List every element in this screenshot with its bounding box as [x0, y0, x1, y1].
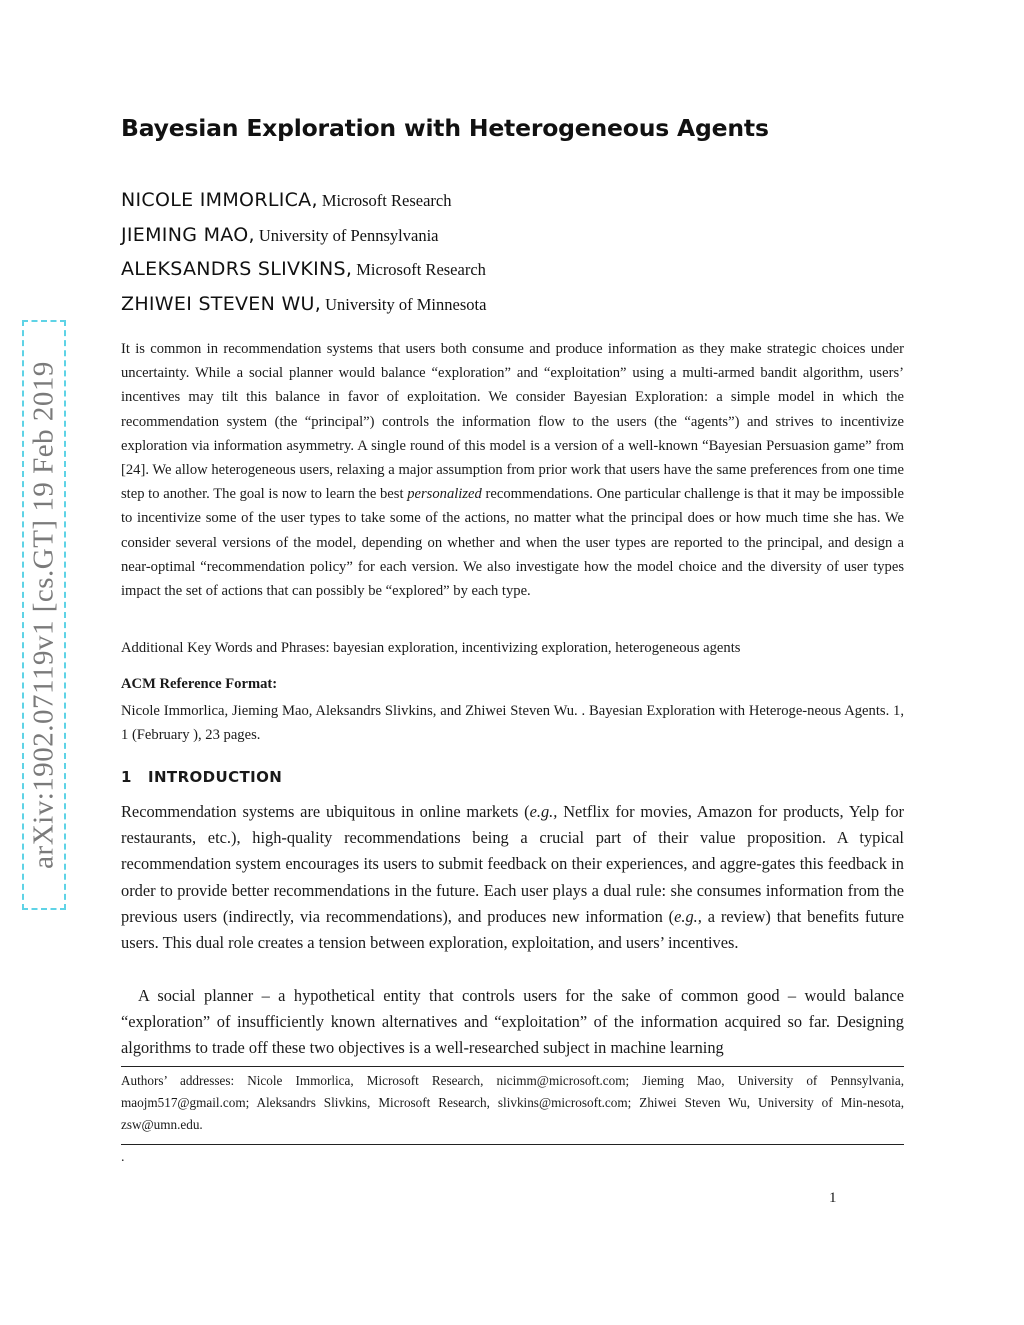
author-name: JIEMING MAO	[121, 224, 249, 246]
author-line: ALEKSANDRS SLIVKINS, Microsoft Research	[121, 258, 486, 280]
section-heading	[121, 768, 282, 786]
footnote-rule	[121, 1066, 904, 1067]
author-line: ZHIWEI STEVEN WU, University of Minnesota	[121, 293, 487, 315]
abstract-text: It is common in recommendation systems that users both consume and produce information as they make strategic choices under uncertainty. While a social planner would balance “exploration” and “exploitation” using a multi-armed bandit algorithm, users’ incentives may tilt this balance in favor of exploitation. We consider Bayesian Exploration: a simple model in which the recommendation system (the “principal”) controls the information flow to the users (the “agents”) and strives to incentivize exploration via information asymmetry. A single round of this model is a version of a well-known “Bayesian Persuasion game” from [24]. We allow heterogeneous users, relaxing a major assumption from prior work that users have the same preferences from one time step to another. The goal is now to learn the best	[121, 341, 904, 503]
acm-reference-label: ACM Reference Format:	[121, 676, 278, 692]
author-name: ZHIWEI STEVEN WU	[121, 293, 315, 315]
section-title: INTRODUCTION	[148, 768, 283, 786]
footnote-bottom-rule	[121, 1144, 904, 1145]
author-name: ALEKSANDRS SLIVKINS	[121, 258, 346, 280]
body-paragraph: A social planner – a hypothetical entity that controls users for the sake of common good – would balance “exploration” of insufficiently known alternatives and “exploitation” of the information acquired so far. Designing algorithms to trade off these two objectives is a well-researched subject in machine learning	[121, 986, 904, 1058]
author-affiliation: Microsoft Research	[321, 191, 452, 210]
paper-title: Bayesian Exploration with Heterogeneous Agents	[121, 114, 769, 142]
acm-reference-text: Nicole Immorlica, Jieming Mao, Aleksandrs Slivkins, and Zhiwei Steven Wu. . Bayesian Exploration with Heteroge-neous Agents. 1, 1 (February ), 23 pages.	[121, 703, 904, 744]
author-line: NICOLE IMMORLICA, Microsoft Research	[121, 189, 452, 211]
abstract-text: recommendations. One particular challenge is that it may be impossible to incentivize some of the user types to take some of the actions, no matter what the principal does or how much time she has. We consider several versions of the model, depending on whether and when the user types are reported to the principal, and design a near-optimal “recommendation policy” for each version. We also investigate how the model choice and the diversity of user types impact the set of actions that can possibly be “explored” by each type.	[121, 486, 904, 600]
author-affiliation: Microsoft Research	[356, 260, 486, 279]
author-affiliation: University of Pennsylvania	[258, 226, 439, 245]
footnote-dot: .	[121, 1150, 125, 1165]
keywords: Additional Key Words and Phrases: bayesian exploration, incentivizing exploration, heterogeneous agents	[121, 640, 741, 656]
arxiv-stamp	[22, 320, 66, 910]
author-affiliation: University of Minnesota	[325, 295, 487, 314]
footnote: Authors’ addresses: Nicole Immorlica, Microsoft Research, nicimm@microsoft.com; Jieming Mao, University of Pennsylvania, maojm517@gmail.com; Aleksandrs Slivkins, Microsoft Research, slivkins@microsoft.com; Zhiwei Steven Wu, University of Min-nesota, zsw@umn.edu.	[121, 1073, 904, 1132]
page-number: 1	[829, 1190, 837, 1206]
author-name: NICOLE IMMORLICA	[121, 189, 312, 211]
abstract	[121, 337, 904, 603]
author-line: JIEMING MAO, University of Pennsylvania	[121, 224, 439, 246]
arxiv-id: arXiv:1902.07119v1 [cs.GT] 19 Feb 2019	[27, 361, 60, 869]
body-paragraph: Recommendation systems are ubiquitous in online markets (e.g., Netflix for movies, Amazon for products, Yelp for restaurants, etc.), high-quality recommendations being a crucial part of their value proposition. A typical recommendation system encourages its users to submit feedback on their experiences, and aggre-gates this feedback in order to provide better recommendations in the future. Each user plays a dual rule: she consumes information from the previous users (indirectly, via recommendations), and produces new information (e.g., a review) that benefits future users. This dual role creates a tension between exploration, exploitation, and users’ incentives.	[121, 802, 904, 953]
section-number: 1	[121, 768, 132, 786]
abstract-italic: personalized	[407, 486, 482, 503]
